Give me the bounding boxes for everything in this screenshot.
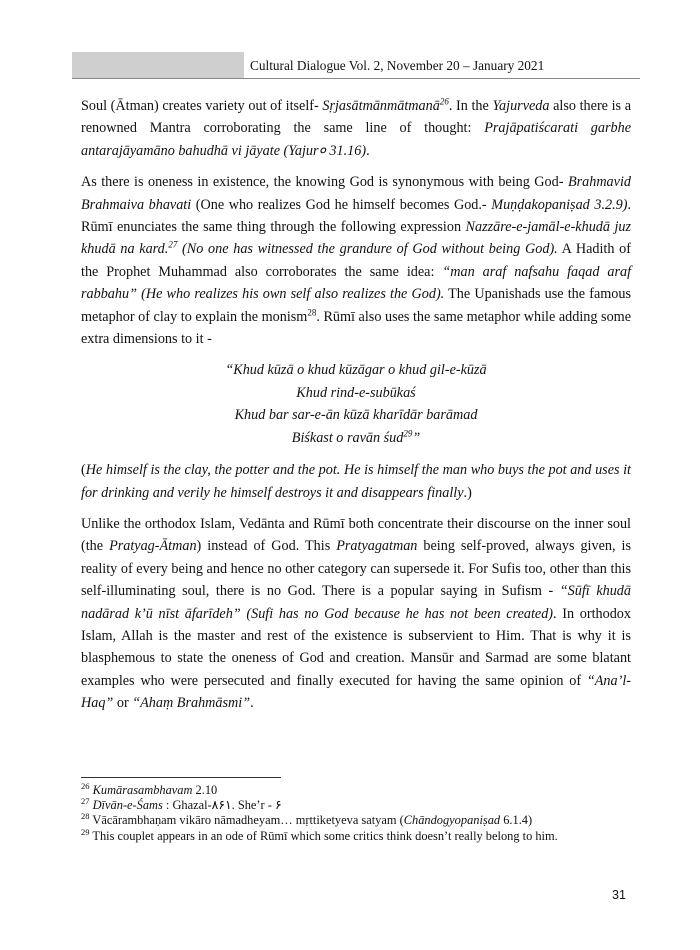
footnote-ref-29[interactable]: 29 [403, 427, 413, 438]
paragraph-4: Unlike the orthodox Islam, Vedānta and Rūmī both concentrate their discourse on the inner soul (the Pratyag-Ātman) instead of God. This Pratyagatman being self-proved, always given, is reality of every being and hence no other category can supersede it. For Sufis too, other than this self-illuminating soul, there is no God. There is a popular saying in Sufism - “Sūfī khudā nadārad k’ū nīst āfarīdeh” (Sufi has no God because he has not been created). In orthodox Islam, Allah is the master and rest of the existence is subservient to Him. That is why it is blasphemous to state the oneness of God and creation. Mansūr and Sarmad are some blatant examples who were persecuted and finally executed for having the same opinion of “Ana’l-Haq” or “Ahaṃ Brahmāsmi”. [81, 515, 631, 712]
running-header: Cultural Dialogue Vol. 2, November 20 – January 2021 [250, 58, 545, 73]
header-rule [72, 78, 640, 79]
paragraph-1: Soul (Ātman) creates variety out of itself- Sṛjasātmānmātmanā$^{26}$. In the Yajurveda also there is a renowned Mantra corroborating the same line of thought: Prajāpatiścarati garbhe antarajāyamāno bahudhā vi jāyate (Yajur० 31.16). [81, 96, 632, 159]
footnote-27: $^{27}$ Dīvān-e-Śams : Ghazal-۸۶۱. She’r - ۶ [81, 796, 282, 813]
mantra-quote: Prajāpatiścarati garbhe antarajāyamāno bahudhā vi jāyate (Yajur० 31.16) [81, 120, 631, 159]
footnote-29: $^{29}$ This couplet appears in an ode of Rūmī which some critics think doesn’t really belong to him. [81, 826, 558, 843]
sanskrit-term: Sṛjasātmānmātmanā [322, 98, 440, 114]
footnote-separator [81, 777, 281, 778]
footnote-ref-26[interactable]: 26 [439, 96, 449, 107]
verse-line: Khud rind-e-subūkaś [296, 384, 416, 401]
paragraph-translation: (He himself is the clay, the potter and the pot. He is himself the man who buys the pot and uses it for drinking and verily he himself destroys it and disappears finally.) [81, 462, 631, 501]
verse-line: Biśkast o ravān śud$^{29}$” [291, 427, 421, 446]
header-shaded-block [72, 52, 244, 78]
footnote-26: $^{26}$ Kumārasambhavam 2.10 [81, 780, 218, 797]
footnote-ref-28[interactable]: 28 [307, 306, 317, 317]
footnote-28: $^{28}$ Vācārambhaṇam vikāro nāmadheyam… mṛttiketyeva satyam (Chāndogyopaniṣad 6.1.4) [81, 811, 533, 828]
footnote-ref-27[interactable]: 27 [168, 239, 178, 250]
verse-line: Khud bar sar-e-ān kūzā kharīdār barāmad [234, 407, 478, 424]
footnotes [81, 780, 641, 844]
verse-line: “Khud kūzā o khud kūzāgar o khud gil-e-kūzā [225, 362, 487, 379]
verse-block [81, 359, 631, 449]
text: Soul (Ātman) creates variety out of itself- [81, 98, 323, 114]
body-text [81, 95, 631, 724]
paragraph-2: As there is oneness in existence, the knowing God is synonymous with being God- Brahmavid Brahmaiva bhavati (One who realizes God he himself becomes God.- Muṇḍakopaniṣad 3.2.9). Rūmī enunciates the same thing through the following expression Nazzāre-e-jamāl-e-khudā juz khudā na kard.$^{27}$ (No one has witnessed the grandure of God without being God). A Hadith of the Prophet Muhammad also corroborates the same idea: “man araf nafsahu faqad araf rabbahu” (He who realizes his own self also realizes the God). The Upanishads use the famous metaphor of clay to explain the monism$^{28}$. Rūmī also uses the same metaphor while adding some extra dimensions to it - [81, 174, 632, 348]
text-title: Yajurveda [492, 98, 550, 114]
page-number: 31 [612, 888, 626, 902]
